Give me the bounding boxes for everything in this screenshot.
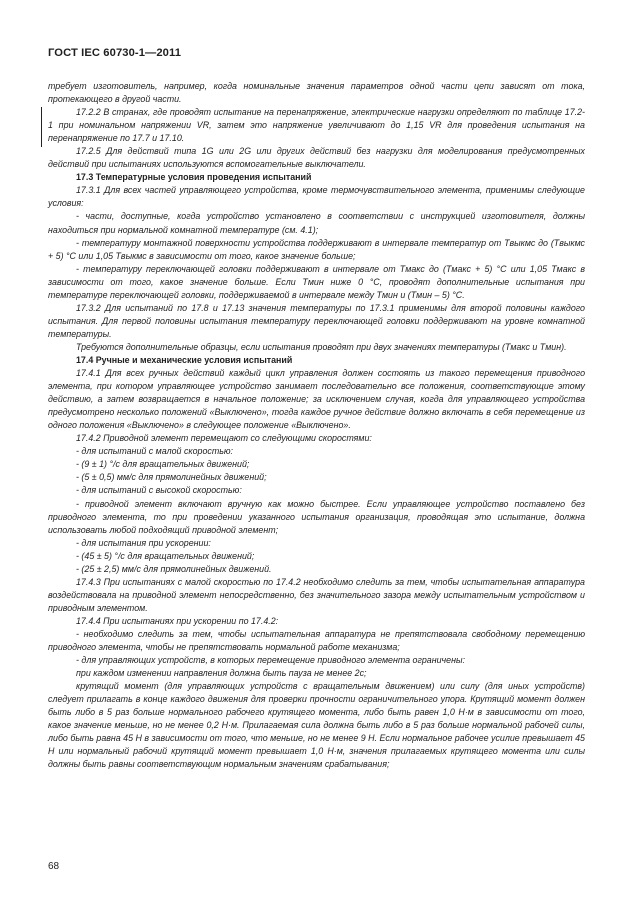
paragraph: при каждом изменении направления должна быть пауза не менее 2с; <box>76 668 367 679</box>
paragraph: требует изготовитель, например, когда номинальные значения параметров одной части цепи зависят от тока, протекающего в другой части. <box>48 81 585 105</box>
paragraph: - (5 ± 0,5) мм/с для прямолинейных движений; <box>76 472 267 483</box>
section-heading: 17.3 Температурные условия проведения испытаний <box>76 172 312 183</box>
paragraph: 17.4.2 Приводной элемент перемещают со следующими скоростями: <box>76 433 372 444</box>
page-number: 68 <box>48 861 60 872</box>
document-header: ГОСТ IEC 60730-1—2011 <box>48 47 182 59</box>
paragraph: 17.4.3 При испытаниях с малой скоростью по 17.4.2 необходимо следить за тем, чтобы испытательная аппаратура воздействовала на приводной элемент непосредственно, без значительного зазора между испытательным устройством и приводным элементом. <box>48 576 585 613</box>
paragraph: - приводной элемент включают вручную как можно быстрее. Если управляющее устройство поставлено без приводного элемента, то при проведении указанного испытания организация, проводящая это испытание, должна использовать любой подходящий приводной элемент; <box>48 498 585 535</box>
paragraph: 17.2.5 Для действий типа 1G или 2G или других действий без нагрузки для моделирования предусмотренных действий при испытаниях используются вспомогательные выключатели. <box>48 146 585 170</box>
paragraph: - (25 ± 2,5) мм/с для прямолинейных движений. <box>76 563 272 574</box>
paragraph: 17.4.4 При испытаниях при ускорении по 17.4.2: <box>76 615 279 626</box>
document-body <box>48 80 585 771</box>
paragraph: - для испытаний с малой скоростью: <box>76 446 234 457</box>
paragraph: - необходимо следить за тем, чтобы испытательная аппаратура не препятствовала свободному перемещению приводного элемента, чтобы не препятствовать нормальной работе механизма; <box>48 628 585 653</box>
paragraph: - для испытания при ускорении: <box>76 537 211 548</box>
paragraph: - (9 ± 1) °/с для вращательных движений; <box>76 459 250 470</box>
paragraph: 17.3.1 Для всех частей управляющего устройства, кроме термочувствительного элемента, применимы следующие условия: <box>48 185 585 209</box>
paragraph: 17.4.1 Для всех ручных действий каждый цикл управления должен состоять из такого перемещения приводного элемента, при котором управляющее устройство занимает последовательно все положения, соответствующие этому действию, а затем возвращается в начальное положение; за исключением случая, когда для управляющего устройства предусмотрено несколько положений «Выключено», тогда каждое ручное действие должно включать в себя перемещение из одного положения «Выключено» в следующее положение «Выключено». <box>48 368 585 431</box>
paragraph: - для управляющих устройств, в которых перемещение приводного элемента ограничены: <box>76 655 465 666</box>
paragraph: - температуру монтажной поверхности устройства поддерживают в интервале температур от Tвыкмс до (Tвыкмс + 5) °C или 1,05 Tвыкмс в зависимости от того, какое значение больше; <box>48 237 585 261</box>
paragraph: - для испытаний с высокой скоростью: <box>76 485 242 496</box>
paragraph: 17.3.2 Для испытаний по 17.8 и 17.13 значения температуры по 17.3.1 применимы для второй половины каждого испытания. Для первой половины испытания температуру переключающей головки поддерживают на уровне комнатной температуры. <box>48 302 585 339</box>
paragraph: - температуру переключающей головки поддерживают в интервале от Tмакс до (Tмакс + 5) °C или 1,05 Tмакс в зависимости от того, какое значение больше. Если Tмин ниже 0 °C, проводят дополнительные испытания при температуре переключающей головки, поддерживаемой в интервале между Tмин и (Tмин – 5) °C. <box>48 263 585 300</box>
paragraph: Требуются дополнительные образцы, если испытания проводят при двух значениях температуры (Tмакс и Tмин). <box>76 341 567 352</box>
paragraph: крутящий момент (для управляющих устройств с вращательным движением) или силу (для иных устройств) следует прилагать в конце каждого движения для проверки прочности ограничительного упора. Крутящий момент должен быть либо в 5 раз больше нормального рабочего крутящего момента, либо быть равен 1,0 Н·м в зависимости от того, какое значение меньше, но не менее 0,2 Н·м. Прилагаемая сила должна быть либо в 5 раз больше нормальной рабочей силы, либо быть равна 45 Н в зависимости от того, что меньше, но не менее 9 Н. Если нормальное рабочее усилие превышает 45 Н или нормальный рабочий крутящий момент превышает 1,0 Н·м, значения прилагаемых крутящего момента или силы должны быть равны соответствующим нормальным значениям срабатывания; <box>48 681 585 770</box>
paragraph: - (45 ± 5) °/с для вращательных движений; <box>76 550 255 561</box>
paragraph: 17.2.2 В странах, где проводят испытание на перенапряжение, электрические нагрузки определяют по таблице 17.2-1 при номинальном напряжении VR, затем это напряжение увеличивают до 1,15 VR для проведения испытания на перенапряжение по 17.7 и 17.10. <box>48 107 585 144</box>
section-heading: 17.4 Ручные и механические условия испытаний <box>76 354 293 365</box>
change-bar <box>41 107 42 147</box>
paragraph: - части, доступные, когда устройство установлено в соответствии с инструкцией изготовителя, должны находиться при нормальной комнатной температуре (см. 4.1); <box>48 211 585 235</box>
